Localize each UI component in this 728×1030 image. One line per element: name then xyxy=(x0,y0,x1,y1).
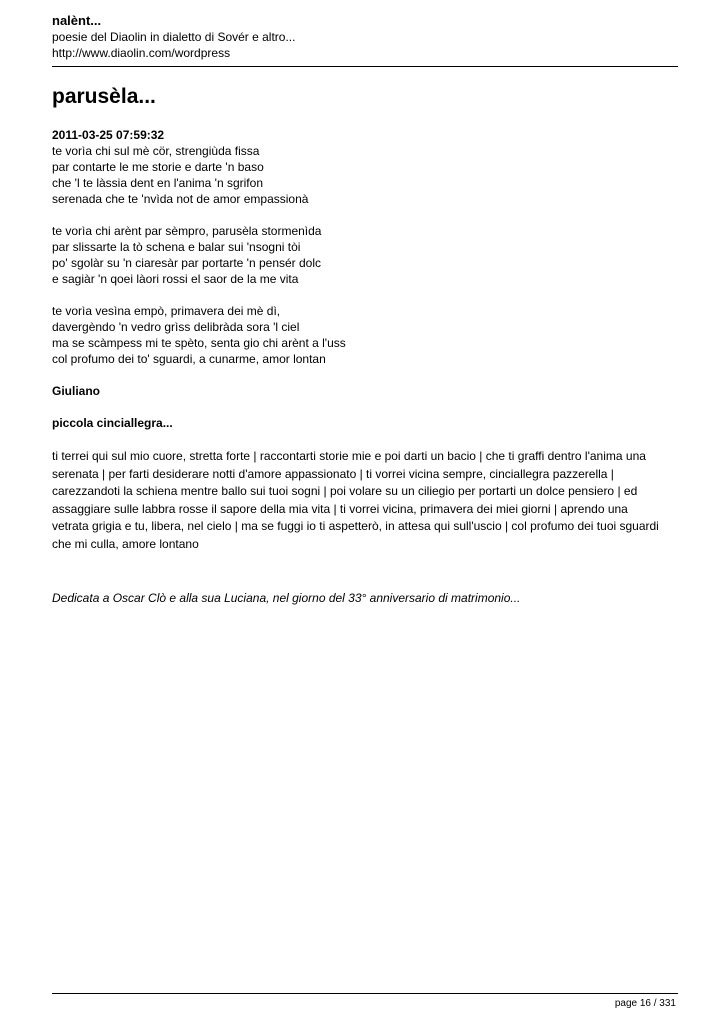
poem-stanza-2 xyxy=(52,223,678,287)
translation-line: vetrata grigia e tu, libera, nel cielo | ma se fuggi io ti aspetterò, in attesa qui sull'uscio | col profumo dei tuoi sguardi xyxy=(52,519,659,533)
poem-line: ma se scàmpess mi te spèto, senta gio chi arènt a l'uss xyxy=(52,336,346,350)
poem-line: te vorìa vesìna empò, primavera dei mè dì, xyxy=(52,304,281,318)
poem-line: davergèndo 'n vedro grìss delibràda sora 'l ciel xyxy=(52,320,300,334)
poem-line: col profumo dei to' sguardi, a cunarme, amor lontan xyxy=(52,352,326,366)
translation-line: che mi culla, amore lontano xyxy=(52,536,199,551)
page-header xyxy=(52,13,678,61)
translation-line: carezzandoti la schiena mentre ballo sui tuoi sogni | poi volare su un ciliegio per portarti un dolce pensiero | ed xyxy=(52,484,638,498)
site-url: http://www.diaolin.com/wordpress xyxy=(52,46,231,60)
translation-title: piccola cinciallegra... xyxy=(52,416,173,430)
poem-line: te vorìa chi arènt par sèmpro, parusèla stormenìda xyxy=(52,224,322,238)
poem-line: par contarte le me storie e darte 'n baso xyxy=(52,160,264,174)
post-title: parusèla... xyxy=(52,85,156,108)
poem-line: po' sgolàr su 'n ciaresàr par portarte 'n pensér dolc xyxy=(52,256,322,270)
translation-line: assaggiare sulle labbra rosse il sapore della mia vita | ti vorrei vicina, primavera dei miei giorni | aprendo una xyxy=(52,501,628,516)
site-tagline: poesie del Diaolin in dialetto di Sovér e altro... xyxy=(52,30,296,44)
poem-line: e sagiàr 'n qoei làori rossi el saor de la me vita xyxy=(52,272,299,286)
poem-stanza-1 xyxy=(52,143,678,207)
poem-line: che 'l te làssia dent en l'anima 'n sgrifon xyxy=(52,176,263,190)
translation-line: serenata | per farti desiderare notti d'amore appassionato | ti vorrei vicina sempre, cinciallegra pazzerella | xyxy=(52,466,614,481)
translation-text xyxy=(52,448,678,553)
header-divider xyxy=(52,66,678,67)
footer-divider xyxy=(52,993,678,994)
poem-line: te vorìa chi sul mè cör, strengiùda fissa xyxy=(52,144,260,158)
poem-line: serenada che te 'nvìda not de amor empassionà xyxy=(52,192,309,206)
post-date: 2011-03-25 07:59:32 xyxy=(52,128,165,142)
poem-author: Giuliano xyxy=(52,384,100,398)
poem-line: par slissarte la tò schena e balar sui 'nsogni tòi xyxy=(52,240,301,254)
post-content xyxy=(52,84,678,606)
page-number: page 16 / 331 xyxy=(614,998,676,1009)
dedication-note: Dedicata a Oscar Clò e alla sua Luciana, nel giorno del 33° anniversario di matrimonio... xyxy=(52,591,521,605)
site-name: nalènt... xyxy=(52,13,102,28)
poem-stanza-3 xyxy=(52,303,678,367)
translation-line: ti terrei qui sul mio cuore, stretta forte | raccontarti storie mie e poi darti un bacio | che ti graffi dentro l'anima una xyxy=(52,449,646,463)
